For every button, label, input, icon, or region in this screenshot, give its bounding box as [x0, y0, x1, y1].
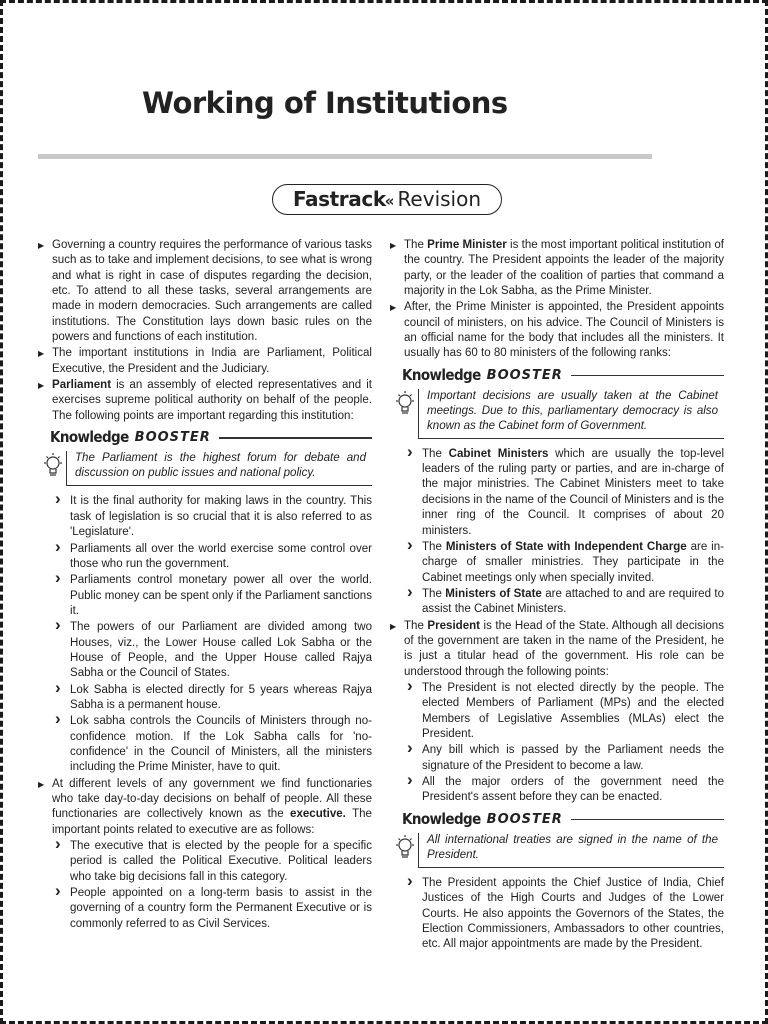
list-item	[388, 238, 724, 299]
president-points	[388, 681, 724, 806]
list-item: › Lok sabha controls the Councils of Ministers through no-confidence motion. If the Lok Sabha calls for 'no-confidence' in the Council of Ministers, all the ministers including the Prime Minister, have to quit.	[53, 714, 372, 775]
list-item: › Lok Sabha is elected directly for 5 years whereas Rajya Sabha is a permanent house.	[53, 683, 372, 714]
kb-title-word2: BOOSTER	[486, 812, 563, 828]
list-item	[405, 540, 724, 586]
bold-term: Ministers of State	[445, 587, 542, 600]
list-item: › Any bill which is passed by the Parliament needs the signature of the President to become a law.	[405, 743, 724, 774]
list-item: › It is the final authority for making laws in the country. This task of legislation is so crucial that it is also referred to as 'Legislature'.	[53, 494, 372, 540]
list-item: ▶ After, the Prime Minister is appointed, the President appoints council of ministers, on his advice. The Council of Ministers is an official name for the body that includes all the ministers. It usually has 60 to 80 ministers of the following ranks:	[388, 300, 724, 361]
kb-title-word2: BOOSTER	[486, 368, 563, 384]
kb-divider	[571, 819, 724, 820]
list-item	[405, 447, 724, 539]
kb-title-word1: Knowledge	[402, 810, 481, 829]
right-bullets	[388, 238, 724, 362]
kb-title-word1: Knowledge	[50, 428, 129, 447]
item-text: The	[422, 447, 449, 460]
kb-title-word1: Knowledge	[402, 366, 481, 385]
item-text: are in-charge of smaller ministries. They participate in the Cabinet meetings only when specially invited.	[422, 540, 724, 584]
item-text: is the most important political institution of the country. The President appoints the leader of the majority party, or the leader of the coalition of parties that command a majority in the Lok Sabha, as the Prime Minister.	[404, 239, 725, 298]
badge-brand: Fastrack	[292, 187, 386, 211]
executive-points	[36, 839, 372, 932]
list-item: › Parliaments control monetary power all over the world. Public money can be spent only if the Parliament sanctions it.	[53, 573, 372, 619]
item-text: The	[422, 587, 446, 600]
knowledge-booster-header	[50, 429, 372, 447]
lightbulb-icon	[394, 389, 418, 439]
item-text: is the Head of the State. Although all decisions of the government are taken in the name of the President, he is just a titular head of the government. His role can be understood through the following points:	[404, 619, 725, 678]
kb-divider	[219, 437, 372, 438]
left-bullets	[36, 238, 372, 424]
knowledge-booster-text: All international treaties are signed in the name of the President.	[418, 833, 724, 868]
list-item	[388, 619, 724, 680]
executive-bullets	[36, 777, 372, 838]
list-item: › The President appoints the Chief Justice of India, Chief Justices of the High Courts and Judges of the Lower Courts. He also appoints the Governors of the States, the Election Commissioners, Ambassadors to other countries, etc. All major appointments are made by the President.	[405, 876, 724, 953]
knowledge-booster-text: Important decisions are usually taken at the Cabinet meetings. Due to this, parliamentary democracy is also known as the Cabinet form of Government.	[418, 389, 724, 439]
page-title: Working of Institutions	[142, 86, 508, 120]
right-column	[388, 238, 724, 954]
item-text: At different levels of any government we find functionaries who take day-to-day decisions on behalf of people. All these functionaries are collectively known as the	[52, 777, 372, 821]
item-text: are attached to and are required to assist the Cabinet Ministers.	[422, 587, 725, 616]
appointment-points	[388, 876, 724, 953]
badge-label: Revision	[397, 187, 482, 211]
lightbulb-icon	[394, 833, 418, 868]
item-text: The	[404, 239, 428, 251]
bold-term: Prime Minister	[427, 239, 507, 251]
chevron-icon: «	[384, 192, 395, 210]
knowledge-booster-text: The Parliament is the highest forum for debate and discussion on public issues and national policy.	[66, 451, 372, 486]
fastrack-revision-badge	[272, 184, 502, 215]
list-item	[36, 378, 372, 424]
list-item: ▶ The important institutions in India are Parliament, Political Executive, the President and the Judiciary.	[36, 346, 372, 377]
president-bullets	[388, 619, 724, 680]
knowledge-booster-header	[402, 367, 724, 385]
item-text: The important points related to executive are as follows:	[52, 808, 372, 836]
knowledge-booster-box	[36, 429, 372, 486]
knowledge-booster-box	[388, 367, 724, 439]
knowledge-booster-header	[402, 811, 724, 829]
title-underline	[38, 154, 652, 159]
item-text: which are usually the top-level leaders of the ruling party or parties, and are in-charge of the major ministries. The Cabinet Ministers meet to take decisions in the name of the Council of Ministers and is the inner ring of the Council. It comprises of about 20 ministers.	[422, 447, 725, 537]
item-text: The	[404, 619, 428, 632]
bold-term: President	[427, 619, 481, 632]
kb-divider	[571, 375, 724, 376]
list-item: › The executive that is elected by the people for a specific period is called the Political Executive. Political leaders who take big decisions fall in this category.	[53, 839, 372, 885]
list-item: › People appointed on a long-term basis to assist in the governing of a country form the Permanent Executive or is commonly referred to as Civil Services.	[53, 886, 372, 932]
bold-term: Ministers of State with Independent Charge	[445, 540, 687, 553]
bold-term: Cabinet Ministers	[448, 447, 549, 460]
knowledge-booster-box	[388, 811, 724, 868]
parliament-points	[36, 494, 372, 775]
left-column	[36, 238, 372, 933]
list-item	[405, 587, 724, 618]
list-item	[36, 777, 372, 838]
list-item: › The powers of our Parliament are divided among two Houses, viz., the Lower House called Lok Sabha or the House of People, and the Upper House called Rajya Sabha or the Council of States.	[53, 620, 372, 681]
kb-title-word2: BOOSTER	[134, 430, 211, 446]
bold-term: Parliament	[52, 379, 112, 392]
list-item: › Parliaments all over the world exercise some control over those who run the government.	[53, 542, 372, 573]
bold-term: executive.	[290, 808, 346, 821]
item-text: is an assembly of elected representatives and it exercises supreme political authority on behalf of the people. The following points are important regarding this institution:	[52, 379, 372, 422]
minister-ranks	[388, 447, 724, 618]
list-item: › All the major orders of the government need the President's assent before they can be enacted.	[405, 775, 724, 806]
list-item: ▶ Governing a country requires the performance of various tasks such as to take and implement decisions, to see what is wrong and what is right in case of disputes regarding the decision, etc. To attend to all these tasks, several arrangements are made in modern democracies. Such arrangements are called institutions. The Constitution lays down basic rules on the powers and functions of each institution.	[36, 238, 372, 345]
item-text: The	[422, 540, 446, 553]
list-item: › The President is not elected directly by the people. The elected Members of Parliament (MPs) and the elected Members of Legislative Assemblies (MLAs) elect the President.	[405, 681, 724, 742]
lightbulb-icon	[42, 451, 66, 486]
